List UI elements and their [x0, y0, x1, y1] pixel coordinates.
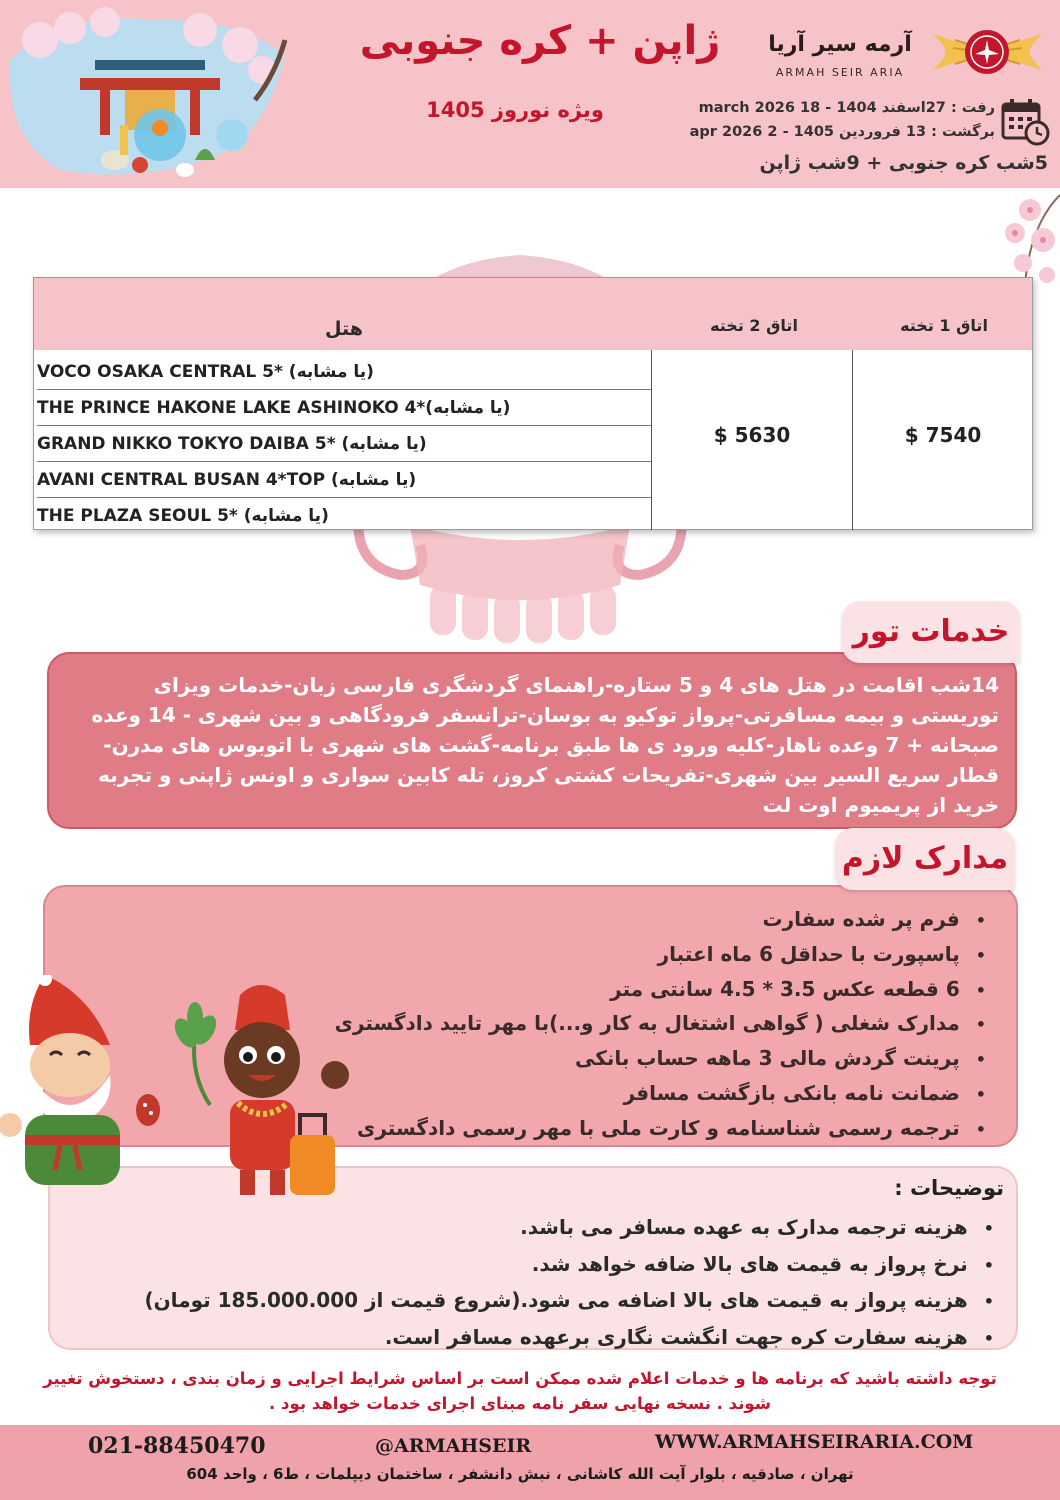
- phone-number[interactable]: 021-88450470: [88, 1433, 266, 1459]
- tour-nights: 5شب کره جنوبی + 9شب ژاپن: [759, 152, 1048, 174]
- table-header: [34, 278, 1032, 350]
- services-line: خرید از پریمیوم اوت لت: [762, 793, 999, 817]
- price-single-room: 7540 $: [904, 423, 982, 447]
- hotel-row: VOCO OSAKA CENTRAL 5* (یا مشابه): [37, 354, 651, 390]
- website-link[interactable]: WWW.ARMAHSEIRARIA.COM: [655, 1431, 974, 1453]
- col-double-room: اتاق 2 تخته: [710, 316, 798, 335]
- list-item: • هزینه سفارت کره جهت انگشت نگاری برعهده مسافر است.: [74, 1320, 994, 1357]
- logo-latin: ARMAH SEIR ARIA: [775, 66, 905, 79]
- list-item: • هزینه پرواز به قیمت های بالا اضافه می شود.(شروع قیمت از 185.000.000 تومان): [74, 1283, 994, 1320]
- japan-scene-illustration: [0, 0, 290, 188]
- services-line: صبحانه + 7 وعده ناهار-کلیه ورود ی ها طبق برنامه-گشت های شهری با اتوبوس های مدرن-: [103, 733, 999, 757]
- page-title: ژاپن + کره جنوبی: [359, 18, 721, 64]
- col-single-room: اتاق 1 تخته: [900, 316, 988, 335]
- list-item: • هزینه ترجمه مدارک به عهده مسافر می باشد.: [74, 1210, 994, 1247]
- list-item: • پرینت گردش مالی 3 ماهه حساب بانکی: [86, 1042, 986, 1077]
- gnome-characters-illustration: [0, 975, 355, 1210]
- services-line: 14شب اقامت در هتل های 4 و 5 ستاره-راهنمای گردشگری فارسی زبان-خدمات ویزای: [153, 673, 999, 697]
- services-title: خدمات تور: [842, 601, 1020, 663]
- airplane-wings-emblem: [925, 18, 1050, 86]
- services-line: توریستی و بیمه مسافرتی-پرواز توکیو به بوسان-ترانسفر فرودگاهی و بین شهری - 14 وعده: [91, 703, 999, 727]
- hotel-row: AVANI CENTRAL BUSAN 4*TOP (یا مشابه): [37, 462, 651, 498]
- travel-dates: [640, 96, 995, 144]
- col-hotel: هتل: [325, 318, 363, 340]
- header: [0, 0, 1060, 188]
- list-item: • 6 قطعه عکس 3.5 * 4.5 سانتی متر: [86, 973, 986, 1008]
- column-divider: [852, 350, 853, 530]
- hotel-row: THE PLAZA SEOUL 5* (یا مشابه): [37, 506, 329, 526]
- footer: [0, 1425, 1060, 1500]
- price-double-room: 5630 $: [713, 423, 791, 447]
- services-text: [89, 670, 999, 820]
- logo-name: آرمه سیر آریا: [768, 32, 912, 57]
- list-item: • پاسپورت با حداقل 6 ماه اعتبار: [86, 938, 986, 973]
- documents-title: مدارک لازم: [835, 828, 1015, 890]
- disclaimer-text: توجه داشته باشید که برنامه ها و خدمات اعلام شده ممکن است بر اساس شرایط اجرایی و زمان بندی ، دستخوش تغییر شوند . نسخه نهایی سفر نامه مبنای اجرای خدمات خواهد بود .: [43, 1369, 997, 1413]
- list-item: • فرم پر شده سفارت: [86, 903, 986, 938]
- departure-date: رفت : 27اسفند 1404 - 18 march 2026: [698, 100, 995, 116]
- notes-list: [74, 1210, 994, 1356]
- calendar-clock-icon: [1000, 96, 1050, 146]
- list-item: • ترجمه رسمی شناسنامه و کارت ملی با مهر رسمی دادگستری: [86, 1112, 986, 1147]
- services-line: قطار سریع السیر بین شهری-تفریحات کشتی کروز، تله کابین سواری و اونس ژاپنی و تجربه: [98, 763, 999, 787]
- list-item: • ضمانت نامه بانکی بازگشت مسافر: [86, 1077, 986, 1112]
- page-subtitle: ویژه نوروز 1405: [426, 98, 604, 122]
- list-item: • نرخ پرواز به قیمت های بالا ضافه خواهد شد.: [74, 1247, 994, 1284]
- list-item: • مدارک شغلی ( گواهی اشتغال به کار و...)با مهر تایید دادگستری: [86, 1007, 986, 1042]
- hotel-price-table: [33, 277, 1033, 530]
- services-box: [47, 652, 1017, 829]
- return-date: برگشت : 13 فروردین 1405 - 2 apr 2026: [689, 124, 995, 140]
- office-address: تهران ، صادقیه ، بلوار آیت الله کاشانی ، نبش دانشفر ، ساختمان دیپلمات ، ط6 ، واحد 604: [186, 1465, 854, 1483]
- instagram-handle[interactable]: @ARMAHSEIR: [375, 1435, 532, 1457]
- notes-title: توضیحات :: [894, 1176, 1004, 1200]
- hotel-row: THE PRINCE HAKONE LAKE ASHINOKO 4*(یا مشابه): [37, 390, 651, 426]
- hotel-row: GRAND NIKKO TOKYO DAIBA 5* (یا مشابه): [37, 426, 651, 462]
- company-logo: [745, 18, 1055, 88]
